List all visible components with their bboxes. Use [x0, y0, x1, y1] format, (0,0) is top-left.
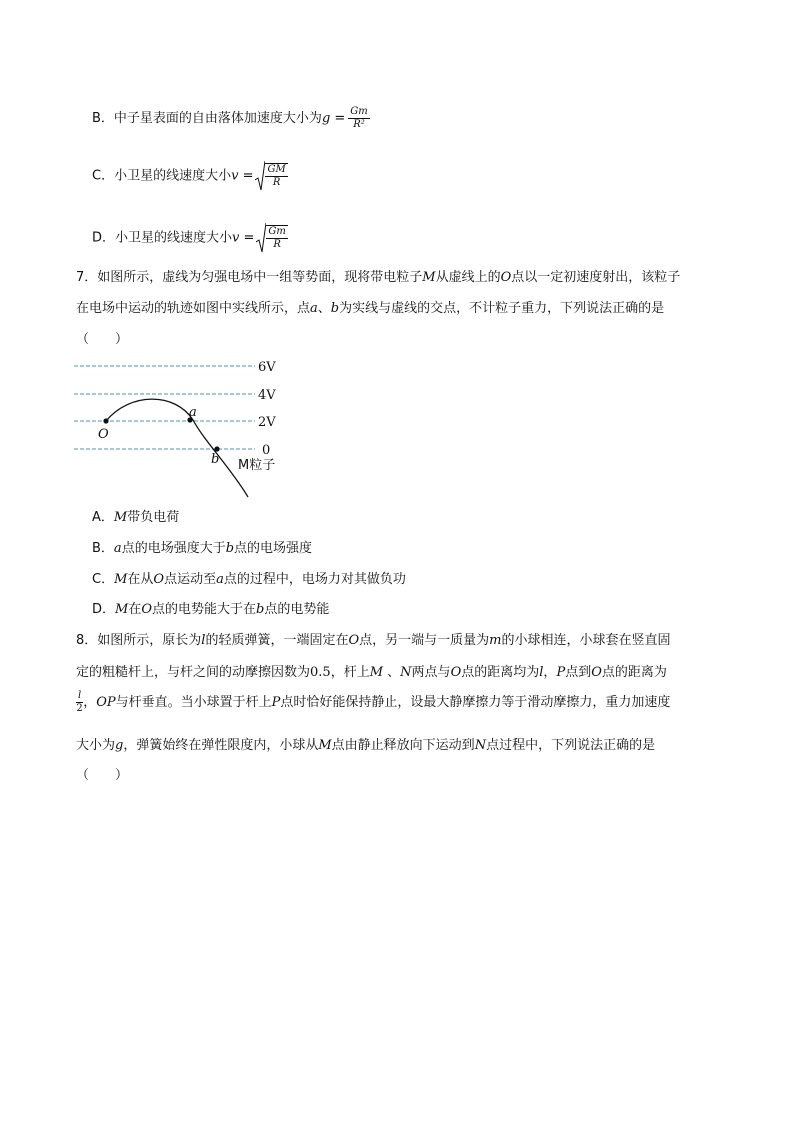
option-text: 小卫星的线速度大小 [114, 168, 232, 184]
stem-text: 两点与 [411, 665, 451, 680]
equals-sign: = [330, 111, 346, 126]
math-var: O [450, 665, 462, 680]
option-text: 在 [128, 602, 142, 617]
option-label: D． [92, 230, 116, 246]
option-text: 点运动至 [164, 572, 217, 587]
fraction-numerator: Gm [268, 226, 286, 237]
fraction-denominator: R [272, 177, 281, 188]
option-label: B． [92, 111, 114, 126]
equipotential-figure [70, 352, 300, 502]
math-var: M [369, 665, 384, 680]
q7-stem-line-1 [76, 268, 680, 288]
q7-answer-parentheses: （ ） [76, 332, 129, 347]
fraction-numerator: l [78, 690, 82, 701]
option-text: 点的电势能 [264, 602, 330, 617]
fraction-denominator: R² [353, 119, 365, 130]
option-label: A． [92, 510, 114, 525]
stem-text: 点的距离为 [601, 665, 667, 680]
option-label: D． [92, 602, 116, 617]
option-text: 点的电场强度大于 [121, 541, 226, 556]
stem-text: 7．如图所示，虚线为匀强电场中一组等势面，现将带电粒子 [76, 270, 423, 285]
q7-option-a [92, 508, 179, 528]
math-var: v [232, 230, 240, 246]
math-var: b [256, 602, 265, 617]
potential-label-0v: 0 [262, 443, 271, 458]
stem-text: 点的距离均为 [461, 665, 540, 680]
math-var: b [225, 541, 235, 556]
option-label: C． [92, 572, 115, 587]
stem-text: ，杆上 [330, 665, 370, 680]
sqrt [256, 222, 287, 254]
separator: 、 [317, 301, 331, 316]
fraction [266, 225, 287, 251]
radical-sign-icon [256, 222, 266, 254]
math-var: O [500, 270, 512, 285]
option-text: 点的电场强度 [234, 541, 313, 556]
fraction-denominator: 2 [76, 703, 83, 714]
stem-text: 在电场中运动的轨迹如图中实线所示，点 [76, 301, 311, 316]
q8-answer-parentheses: （ ） [76, 768, 129, 783]
point-a-label: a [189, 405, 197, 420]
math-var: O [153, 572, 165, 587]
math-var: N [474, 738, 487, 753]
math-var: M [422, 270, 436, 285]
math-var: m [489, 633, 502, 648]
stem-text: 点，另一端与一质量为 [359, 633, 490, 648]
stem-text: 8．如图所示，原长为 [76, 633, 202, 648]
math-var: O [141, 602, 153, 617]
math-var: OP [96, 695, 116, 710]
particle-trajectory [106, 399, 248, 497]
option-text: 中子星表面的自由落体加速度大小为 [113, 111, 322, 126]
point-o-label: O [98, 427, 109, 442]
math-var: l [539, 665, 544, 680]
separator: 、 [383, 665, 401, 680]
q8-stem-line-1 [76, 631, 671, 651]
math-var: v [231, 168, 239, 184]
stem-text: 为实线与虚线的交点，不计粒子重力，下列说法正确的是 [339, 301, 665, 316]
option-label: C． [92, 168, 115, 184]
math-var: g [115, 738, 124, 753]
point-b-dot [214, 446, 219, 451]
q7-option-b [92, 539, 312, 559]
sqrt [255, 160, 287, 192]
math-var: M [318, 738, 332, 753]
fraction [348, 106, 369, 131]
particle-label: M粒子 [238, 458, 276, 473]
stem-text: 从虚线上的 [435, 270, 501, 285]
q7-option-d [92, 600, 329, 620]
option-text: 带负电荷 [127, 510, 180, 525]
math-var: b [330, 301, 340, 316]
math-var: M [115, 602, 129, 617]
point-b-label: b [211, 452, 220, 467]
math-var: N [400, 665, 412, 680]
option-text: 点的过程中，电场力对其做负功 [223, 572, 406, 587]
stem-text: ，弹簧始终在弹性限度内，小球从 [123, 738, 319, 753]
potential-label-4v: 4V [258, 388, 276, 403]
equals-sign: = [239, 230, 255, 246]
stem-text: 点由静止释放向下运动到 [331, 738, 475, 753]
q8-stem-line-3 [76, 690, 670, 715]
stem-text: 大小为 [76, 738, 116, 753]
stem-text: ， [543, 665, 557, 680]
option-text: 小卫星的线速度大小 [115, 230, 233, 246]
stem-text: 点时恰好能保持静止，设最大静摩擦力等于滑动摩擦力，重力加速度 [280, 695, 671, 710]
math-var: O [348, 633, 360, 648]
equals-sign: = [238, 168, 254, 184]
math-var: a [310, 301, 318, 316]
fraction-numerator: Gm [350, 106, 368, 117]
option-text: 在从 [127, 572, 154, 587]
q7-option-c [92, 570, 406, 590]
radical-sign-icon [255, 160, 265, 192]
fraction-denominator: R [273, 239, 281, 250]
option-label: B． [92, 541, 114, 556]
stem-text: 的小球相连，小球套在竖直固 [501, 633, 671, 648]
q8-stem-line-4 [76, 736, 655, 756]
stem-text: 定的粗糙杆上，与杆之间的动摩擦因数为 [76, 665, 311, 680]
friction-coefficient: 0.5 [310, 665, 331, 680]
math-var: P [556, 665, 566, 680]
q7-stem-line-2 [76, 299, 664, 319]
math-var: l [201, 633, 206, 648]
math-var: M [114, 572, 128, 587]
math-var: a [113, 541, 122, 556]
stem-text: ， [83, 695, 97, 710]
math-var: g [321, 111, 331, 126]
q8-stem-line-2 [76, 663, 667, 683]
stem-text: 的轻质弹簧，一端固定在 [205, 633, 349, 648]
potential-label-6v: 6V [258, 360, 276, 375]
potential-label-2v: 2V [258, 415, 276, 430]
stem-text: 与杆垂直。当小球置于杆上 [115, 695, 272, 710]
stem-text: 点以一定初速度射出，该粒子 [511, 270, 681, 285]
math-var: a [216, 572, 224, 587]
stem-text: 点过程中，下列说法正确的是 [486, 738, 656, 753]
math-var: M [113, 510, 128, 525]
option-text: 点的电势能大于在 [152, 602, 257, 617]
stem-text: 点到 [565, 665, 592, 680]
math-var: O [591, 665, 602, 680]
q6-option-d [92, 222, 288, 254]
point-o-dot [103, 418, 108, 423]
fraction-numerator: GM [267, 164, 286, 175]
fraction [265, 163, 287, 189]
q6-option-b [92, 106, 370, 131]
q6-option-c [92, 160, 288, 192]
math-var: P [271, 695, 281, 710]
